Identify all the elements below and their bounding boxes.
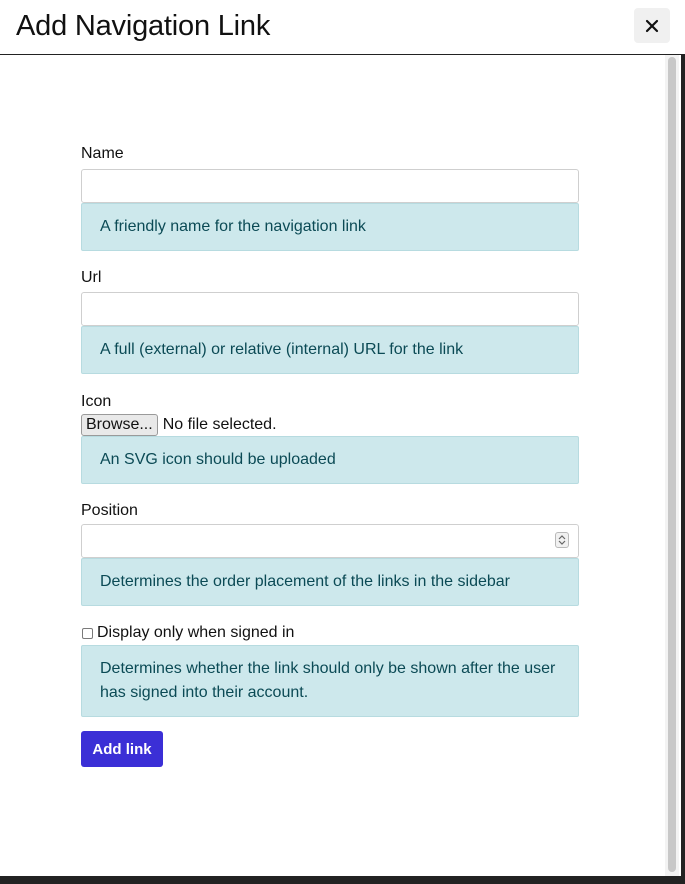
name-label: Name [81, 145, 124, 162]
stepper-arrows-icon [558, 534, 566, 546]
position-label: Position [81, 502, 138, 519]
icon-file-input[interactable] [81, 414, 579, 436]
icon-help: An SVG icon should be uploaded [81, 436, 579, 484]
signed-in-label[interactable]: Display only when signed in [97, 624, 295, 641]
signed-in-checkbox[interactable] [82, 628, 93, 639]
url-help: A full (external) or relative (internal) URL for the link [81, 326, 579, 374]
url-label: Url [81, 269, 102, 286]
add-link-form [81, 140, 579, 767]
close-button[interactable] [634, 8, 670, 43]
window-edge [681, 55, 685, 884]
signed-in-help: Determines whether the link should only be shown after the user has signed into their account. [81, 645, 579, 717]
window-bottom-edge [0, 876, 685, 884]
dialog-title: Add Navigation Link [16, 10, 271, 42]
position-input[interactable] [81, 524, 579, 558]
name-input[interactable] [81, 169, 579, 203]
position-stepper[interactable] [555, 532, 569, 548]
scrollbar-thumb[interactable] [668, 57, 676, 872]
file-status: No file selected. [162, 416, 277, 433]
position-field [81, 524, 579, 558]
scrollbar[interactable] [665, 55, 679, 876]
url-input[interactable] [81, 292, 579, 326]
dialog-header [0, 0, 685, 55]
browse-button[interactable]: Browse... [81, 414, 158, 436]
name-help: A friendly name for the navigation link [81, 203, 579, 251]
position-help: Determines the order placement of the links in the sidebar [81, 558, 579, 606]
add-link-button[interactable]: Add link [81, 731, 163, 767]
signed-in-row [81, 623, 579, 643]
close-icon [645, 19, 659, 33]
icon-label: Icon [81, 393, 112, 410]
